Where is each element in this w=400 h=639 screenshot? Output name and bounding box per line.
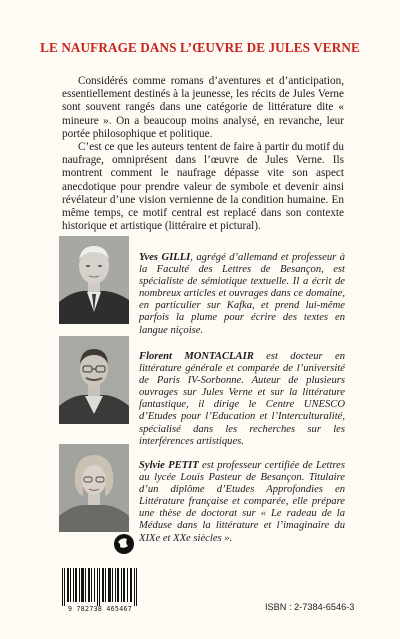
- author-bio-text: est docteur en littérature générale et comparée de l’université de Paris IV-Sorbonne. Auteur de plusieurs ouvrages sur Jules Verne et sur la littérature fantastique, il dirige le Centre UNESCO d’Etudes pour l’Education et l’Interculturalité, spécialisé dans les recherches sur les interférences artistiques.: [139, 351, 345, 447]
- publisher-logo-icon: [113, 533, 135, 555]
- author-name: Sylvie PETIT: [139, 460, 199, 471]
- author-name: Yves GILLI: [139, 252, 191, 263]
- author-photo-gilli: [59, 236, 129, 324]
- author-bio-montaclair: [139, 351, 345, 448]
- author-name: Florent MONTACLAIR: [139, 351, 254, 362]
- author-photo-petit: [59, 444, 129, 532]
- barcode-digits: 9 782738 465467: [67, 605, 133, 613]
- synopsis-paragraph-1: Considérés comme romans d’aventures et d’anticipation, essentiellement destinés à la jeunesse, les récits de Jules Verne sont souvent rangés dans une catégorie de littérature dite « mineure ». On a beaucoup moins analysé, en revanche, leur portée philosophique et politique.: [62, 75, 344, 140]
- barcode-icon: [60, 568, 140, 606]
- isbn: ISBN : 2-7384-6546-3: [265, 602, 355, 612]
- synopsis-paragraph-2: C’est ce que les auteurs tentent de faire à partir du motif du naufrage, omniprésent dans l’œuvre de Jules Verne. Ils montrent comment le naufrage dépasse vite son aspect anecdotique pour prendre valeur de symbole et devenir ainsi révélateur d’une vision vernienne de la condition humaine. En même temps, ce motif central est replacé dans son contexte historique et artistique (littéraire et pictural).: [62, 141, 344, 233]
- author-photo-montaclair: [59, 336, 129, 424]
- book-title: LE NAUFRAGE DANS L’ŒUVRE DE JULES VERNE: [40, 40, 360, 55]
- author-bio-text: , agrégé d’allemand et professeur à la Faculté des Lettres de Besançon, est spécialiste de sémiotique textuelle. Il a écrit de nombreux articles et ouvrages dans ce domaine, en particulier sur Kafka, et prend lui-même parfois la plume pour écrire des textes en langue niçoise.: [139, 252, 346, 336]
- author-bio-gilli: [139, 252, 345, 337]
- author-bio-text: est professeur certifiée de Lettres au lycée Louis Pasteur de Besançon. Titulaire d’un diplôme d’Etudes Approfondies en Littérature française et comparée, elle prépare une thèse de doctorat sur « Le radeau de la Méduse dans la littérature et l’imaginaire du XIXe et XXe siècles ».: [139, 460, 345, 544]
- synopsis: [62, 75, 344, 233]
- author-bio-petit: [139, 460, 345, 545]
